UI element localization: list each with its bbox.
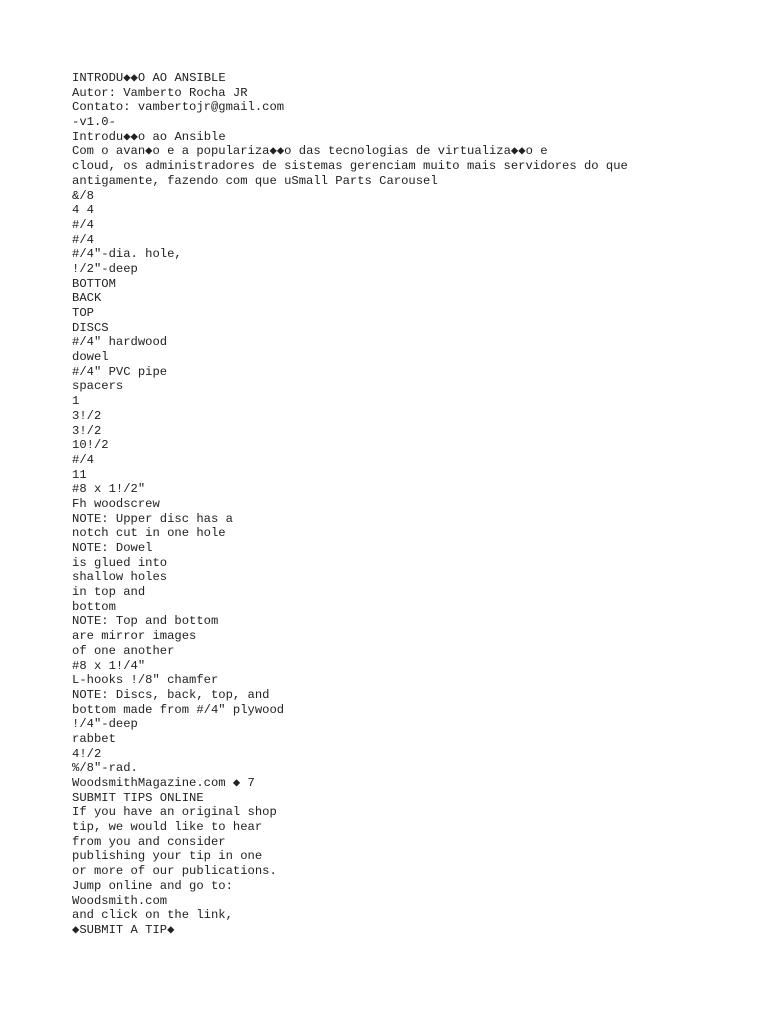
- doc-version: -v1.0-: [72, 115, 116, 130]
- text-line: NOTE: Upper disc has a: [72, 511, 233, 526]
- section-heading: Introdu◆◆o ao Ansible: [72, 129, 226, 144]
- text-line: 10!/2: [72, 438, 109, 453]
- text-line: in top and: [72, 585, 146, 600]
- text-line: notch cut in one hole: [72, 526, 226, 541]
- text-line: Woodsmith.com: [72, 893, 168, 908]
- submit-tips-heading: SUBMIT TIPS ONLINE: [72, 790, 204, 805]
- text-line: !/4"-deep: [72, 717, 138, 732]
- text-line: NOTE: Top and bottom: [72, 614, 219, 629]
- text-line: BOTTOM: [72, 276, 116, 291]
- text-line: antigamente, fazendo com que uSmall Parts Carousel: [72, 173, 438, 188]
- text-line: NOTE: Discs, back, top, and: [72, 687, 270, 702]
- text-line: %/8"-rad.: [72, 761, 138, 776]
- text-line: #8 x 1!/2": [72, 482, 146, 497]
- submit-tip-link-text: ◆SUBMIT A TIP◆: [72, 922, 175, 937]
- text-line: #/4"-dia. hole,: [72, 247, 182, 262]
- text-line: 11: [72, 467, 87, 482]
- text-line: If you have an original shop: [72, 805, 277, 820]
- text-line: and click on the link,: [72, 908, 233, 923]
- text-line: BACK: [72, 291, 102, 306]
- text-line: L-hooks !/8" chamfer: [72, 673, 219, 688]
- text-line: #/4" hardwood: [72, 335, 168, 350]
- text-line: 4!/2: [72, 746, 102, 761]
- text-line: rabbet: [72, 731, 116, 746]
- text-line: TOP: [72, 306, 94, 320]
- text-line: #/4: [72, 217, 94, 232]
- document-text: [72, 71, 752, 938]
- text-line: shallow holes: [72, 570, 168, 585]
- text-line: of one another: [72, 643, 175, 658]
- text-line: dowel: [72, 350, 109, 365]
- text-line: #/4" PVC pipe: [72, 364, 168, 379]
- text-line: 1: [72, 394, 80, 409]
- text-line: 4 4: [72, 203, 94, 218]
- text-line: publishing your tip in one: [72, 849, 263, 864]
- page-footer: WoodsmithMagazine.com ◆ 7: [72, 776, 255, 790]
- text-line: spacers: [72, 379, 124, 394]
- text-line: 3!/2: [72, 423, 102, 438]
- text-line: is glued into: [72, 555, 168, 570]
- text-line: !/2"-deep: [72, 261, 138, 276]
- text-line: #8 x 1!/4": [72, 658, 146, 673]
- text-line: #/4: [72, 452, 94, 467]
- text-line: cloud, os administradores de sistemas gerenciam muito mais servidores do que: [72, 159, 628, 174]
- text-line: NOTE: Dowel: [72, 541, 153, 555]
- text-line: tip, we would like to hear: [72, 820, 263, 835]
- text-line: are mirror images: [72, 629, 197, 644]
- text-line: &/8: [72, 188, 94, 203]
- text-line: #/4: [72, 232, 94, 247]
- text-line: Fh woodscrew: [72, 496, 160, 511]
- text-line: bottom: [72, 599, 116, 614]
- doc-author: Autor: Vamberto Rocha JR: [72, 85, 248, 100]
- doc-title: INTRODU◆◆O AO ANSIBLE: [72, 71, 226, 85]
- text-line: Com o avan◆o e a populariza◆◆o das tecnologias de virtualiza◆◆o e: [72, 144, 548, 159]
- text-line: or more of our publications.: [72, 864, 277, 879]
- text-line: 3!/2: [72, 408, 102, 423]
- text-line: Jump online and go to:: [72, 878, 233, 893]
- text-line: DISCS: [72, 320, 109, 335]
- doc-contact: Contato: vambertojr@gmail.com: [72, 100, 285, 115]
- text-line: from you and consider: [72, 834, 226, 849]
- text-line: bottom made from #/4" plywood: [72, 702, 285, 717]
